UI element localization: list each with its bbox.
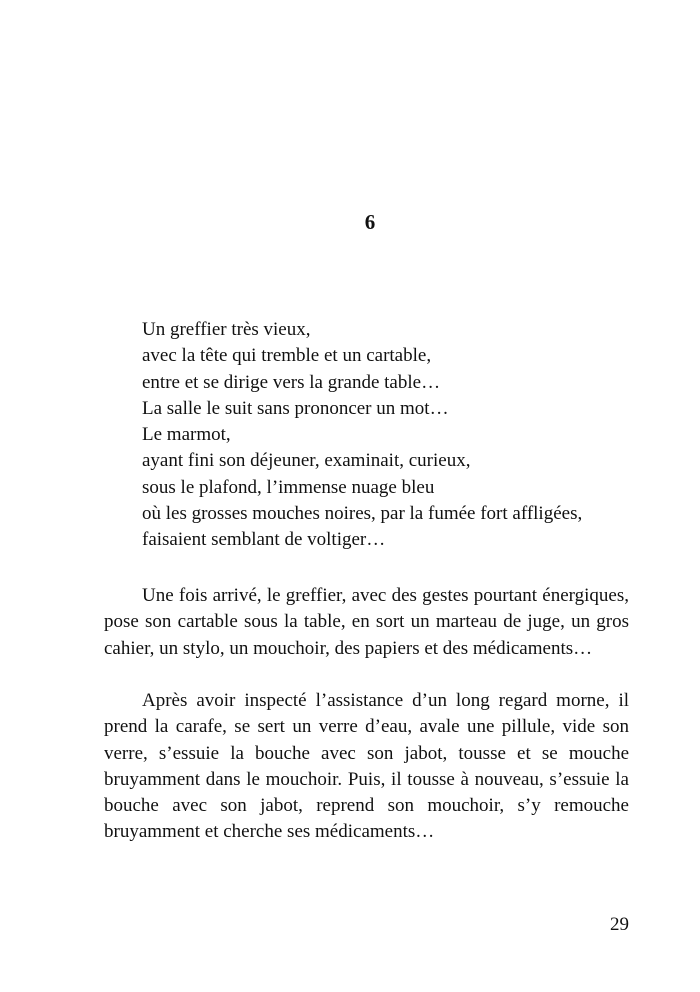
verse-line: où les grosses mouches noires, par la fumée fort affligées, [142, 503, 583, 525]
chapter-number: 6 [364, 210, 376, 234]
prose-paragraph: Après avoir inspecté l’assistance d’un long regard morne, il prend la carafe, se sert un verre d’eau, avale une pillule, vide son verre, s’essuie la bouche avec son jabot, tousse et se mouche bruyamment dans le mouchoir. Puis, il tousse à nouveau, s’essuie la bouche avec son jabot, reprend son mouchoir, s’y remouche bruyamment et cherche ses médicaments… [104, 690, 629, 843]
verse-line: sous le plafond, l’immense nuage bleu [142, 476, 435, 498]
verse-line: ayant fini son déjeuner, examinait, curieux, [142, 450, 471, 472]
verse-line: Le marmot, [142, 424, 231, 446]
page-number: 29 [610, 914, 629, 935]
verse-block [142, 317, 582, 554]
prose-section [104, 583, 629, 662]
prose-section [104, 688, 629, 846]
verse-line: faisaient semblant de voltiger… [142, 529, 386, 551]
verse-line: avec la tête qui tremble et un cartable, [142, 345, 432, 367]
prose-paragraph: Une fois arrivé, le greffier, avec des gestes pourtant énergiques, pose son cartable sous la table, en sort un marteau de juge, un gros cahier, un stylo, un mouchoir, des papiers et des médicaments… [104, 585, 629, 659]
verse-line: Un greffier très vieux, [142, 319, 311, 340]
verse-line: entre et se dirige vers la grande table… [142, 371, 441, 393]
verse-line: La salle le suit sans prononcer un mot… [142, 397, 449, 419]
